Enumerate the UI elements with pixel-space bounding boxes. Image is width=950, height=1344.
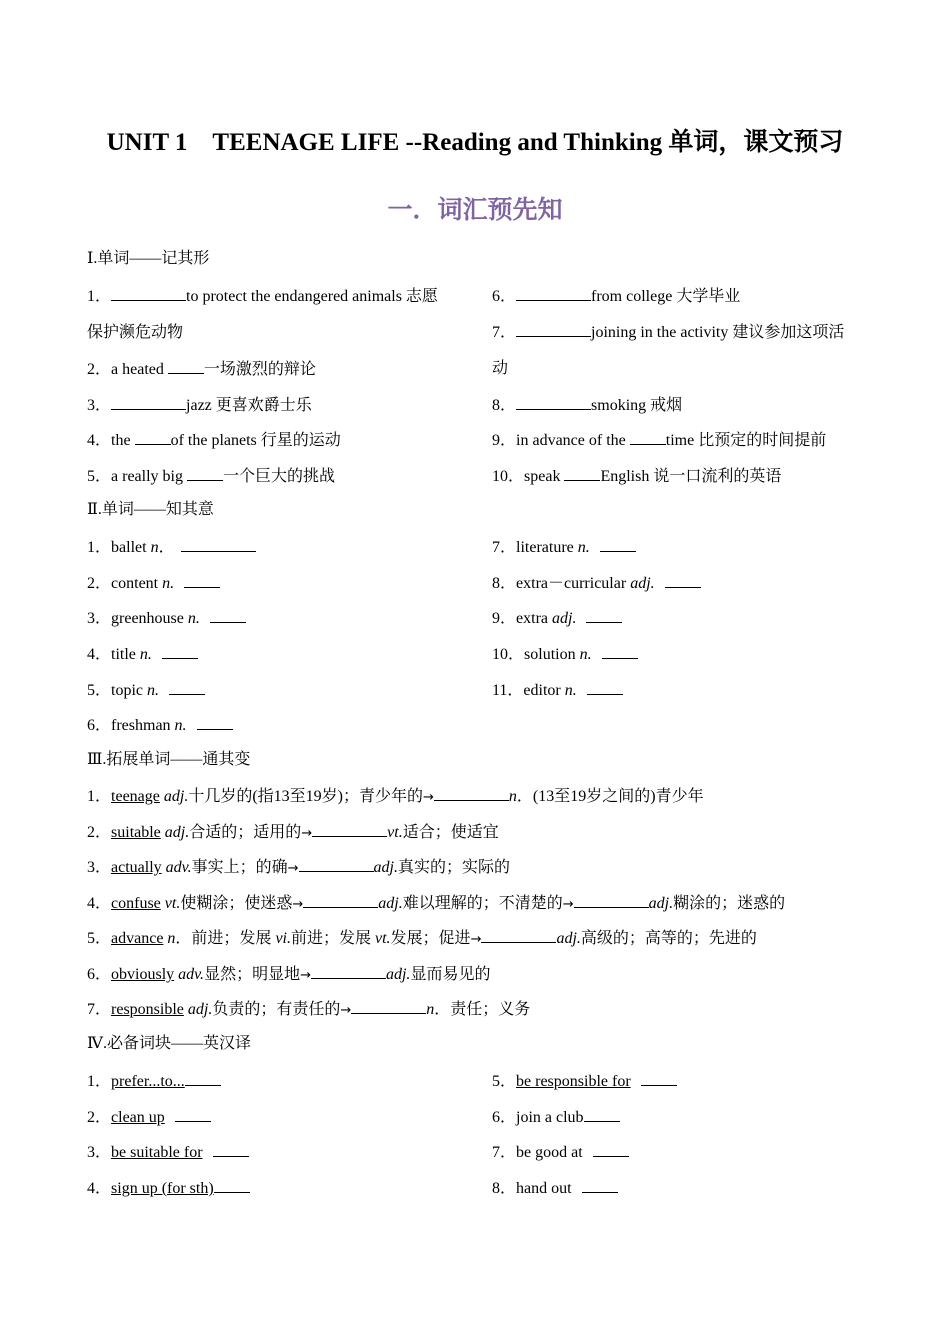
part4-item-8: 8．hand out [492,1177,618,1199]
part1-item-10: 10．speak English 说一口流利的英语 [492,465,781,487]
answer-blank[interactable] [111,285,186,301]
part2-heading: Ⅱ.单词——知其意 [87,501,214,518]
answer-blank[interactable] [584,1106,620,1122]
answer-blank[interactable] [351,998,426,1014]
part2-item-4: 4．title n. [87,643,198,665]
answer-blank[interactable] [168,358,204,374]
part2-item-3: 3．greenhouse n. [87,607,246,629]
part1-item-8: 8． smoking 戒烟 [492,394,682,416]
part2-item-8: 8．extra－curricular adj. [492,572,701,594]
arrow-icon: → [423,790,434,805]
answer-blank[interactable] [299,856,374,872]
part1-item-9: 9．in advance of the time 比预定的时间提前 [492,429,826,451]
answer-blank[interactable] [185,1070,221,1086]
answer-blank[interactable] [187,465,223,481]
answer-blank[interactable] [434,785,509,801]
part1-item-7-cont: 动 [492,360,509,377]
answer-blank[interactable] [210,607,246,623]
part1-item-1-cont: 保护濒危动物 [87,324,184,341]
answer-blank[interactable] [181,536,256,552]
answer-blank[interactable] [600,536,636,552]
answer-blank[interactable] [587,679,623,695]
answer-blank[interactable] [593,1141,629,1157]
part2-item-10: 10．solution n. [492,643,638,665]
part2-item-1: 1．ballet n． [87,536,256,558]
answer-blank[interactable] [214,1177,250,1193]
arrow-icon: → [562,897,574,912]
part4-item-2: 2．clean up [87,1106,211,1128]
part1-item-1: 1． to protect the endangered animals 志愿 [87,285,438,307]
answer-blank[interactable] [564,465,600,481]
answer-blank[interactable] [630,429,666,445]
arrow-icon: → [287,861,299,876]
part4-item-4: 4．sign up (for sth) [87,1177,250,1199]
answer-blank[interactable] [175,1106,211,1122]
part1-item-7: 7． joining in the activity 建议参加这项活 [492,321,844,343]
answer-blank[interactable] [574,892,649,908]
part3-item-4: 4．confuse vt.使糊涂；使迷惑→ adj.难以理解的；不清楚的→ adj.糊涂的；迷惑的 [87,892,785,915]
answer-blank[interactable] [303,892,378,908]
part2-item-2: 2．content n. [87,572,220,594]
page-title: UNIT 1 TEENAGE LIFE --Reading and Thinking 单词，课文预习 [106,129,844,156]
part4-item-6: 6．join a club [492,1106,620,1128]
arrow-icon: → [300,968,311,983]
part3-item-6: 6．obviously adv.显然；明显地→ adj.显而易见的 [87,963,490,986]
arrow-icon: → [301,826,313,841]
part2-item-6: 6．freshman n. [87,714,233,736]
answer-blank[interactable] [582,1177,618,1193]
part3-heading: Ⅲ.拓展单词——通其变 [87,751,251,768]
answer-blank[interactable] [312,821,387,837]
part1-heading: Ⅰ.单词——记其形 [87,250,210,267]
answer-blank[interactable] [213,1141,249,1157]
part2-item-9: 9．extra adj. [492,607,622,629]
part2-item-11: 11．editor n. [492,679,623,701]
part1-item-5: 5．a really big 一个巨大的挑战 [87,465,335,487]
part2-item-7: 7．literature n. [492,536,636,558]
answer-blank[interactable] [111,394,186,410]
answer-blank[interactable] [665,572,701,588]
part1-item-3: 3． jazz 更喜欢爵士乐 [87,394,312,416]
answer-blank[interactable] [516,394,591,410]
part1-item-2: 2．a heated 一场激烈的辩论 [87,358,316,380]
answer-blank[interactable] [516,285,591,301]
part3-item-2: 2．suitable adj.合适的；适用的→ vt.适合；使适宜 [87,821,499,844]
answer-blank[interactable] [197,714,233,730]
part3-item-5: 5．advance n．前进；发展 vi.前进；发展 vt.发展；促进→ adj.高级的；高等的；先进的 [87,927,757,950]
arrow-icon: → [340,1003,352,1018]
answer-blank[interactable] [184,572,220,588]
part3-item-1: 1．teenage adj.十几岁的(指13至19岁)；青少年的→ n．(13至19岁之间的)青少年 [87,785,704,808]
part1-item-4: 4．the of the planets 行星的运动 [87,429,341,451]
answer-blank[interactable] [135,429,171,445]
part3-item-7: 7．responsible adj.负责的；有责任的→ n．责任；义务 [87,998,530,1021]
answer-blank[interactable] [169,679,205,695]
answer-blank[interactable] [586,607,622,623]
answer-blank[interactable] [602,643,638,659]
answer-blank[interactable] [641,1070,677,1086]
part4-heading: Ⅳ.必备词块——英汉译 [87,1035,251,1052]
part2-item-5: 5．topic n. [87,679,205,701]
answer-blank[interactable] [481,927,556,943]
answer-blank[interactable] [162,643,198,659]
part4-item-3: 3．be suitable for [87,1141,249,1163]
arrow-icon: → [292,897,304,912]
part1-item-6: 6． from college 大学毕业 [492,285,740,307]
part4-item-5: 5．be responsible for [492,1070,677,1092]
part3-item-3: 3．actually adv.事实上；的确→ adj.真实的；实际的 [87,856,510,879]
arrow-icon: → [470,932,482,947]
section-title: 一．词汇预先知 [387,197,563,224]
part4-item-1: 1．prefer...to... [87,1070,221,1092]
answer-blank[interactable] [311,963,386,979]
answer-blank[interactable] [516,321,591,337]
part4-item-7: 7．be good at [492,1141,629,1163]
